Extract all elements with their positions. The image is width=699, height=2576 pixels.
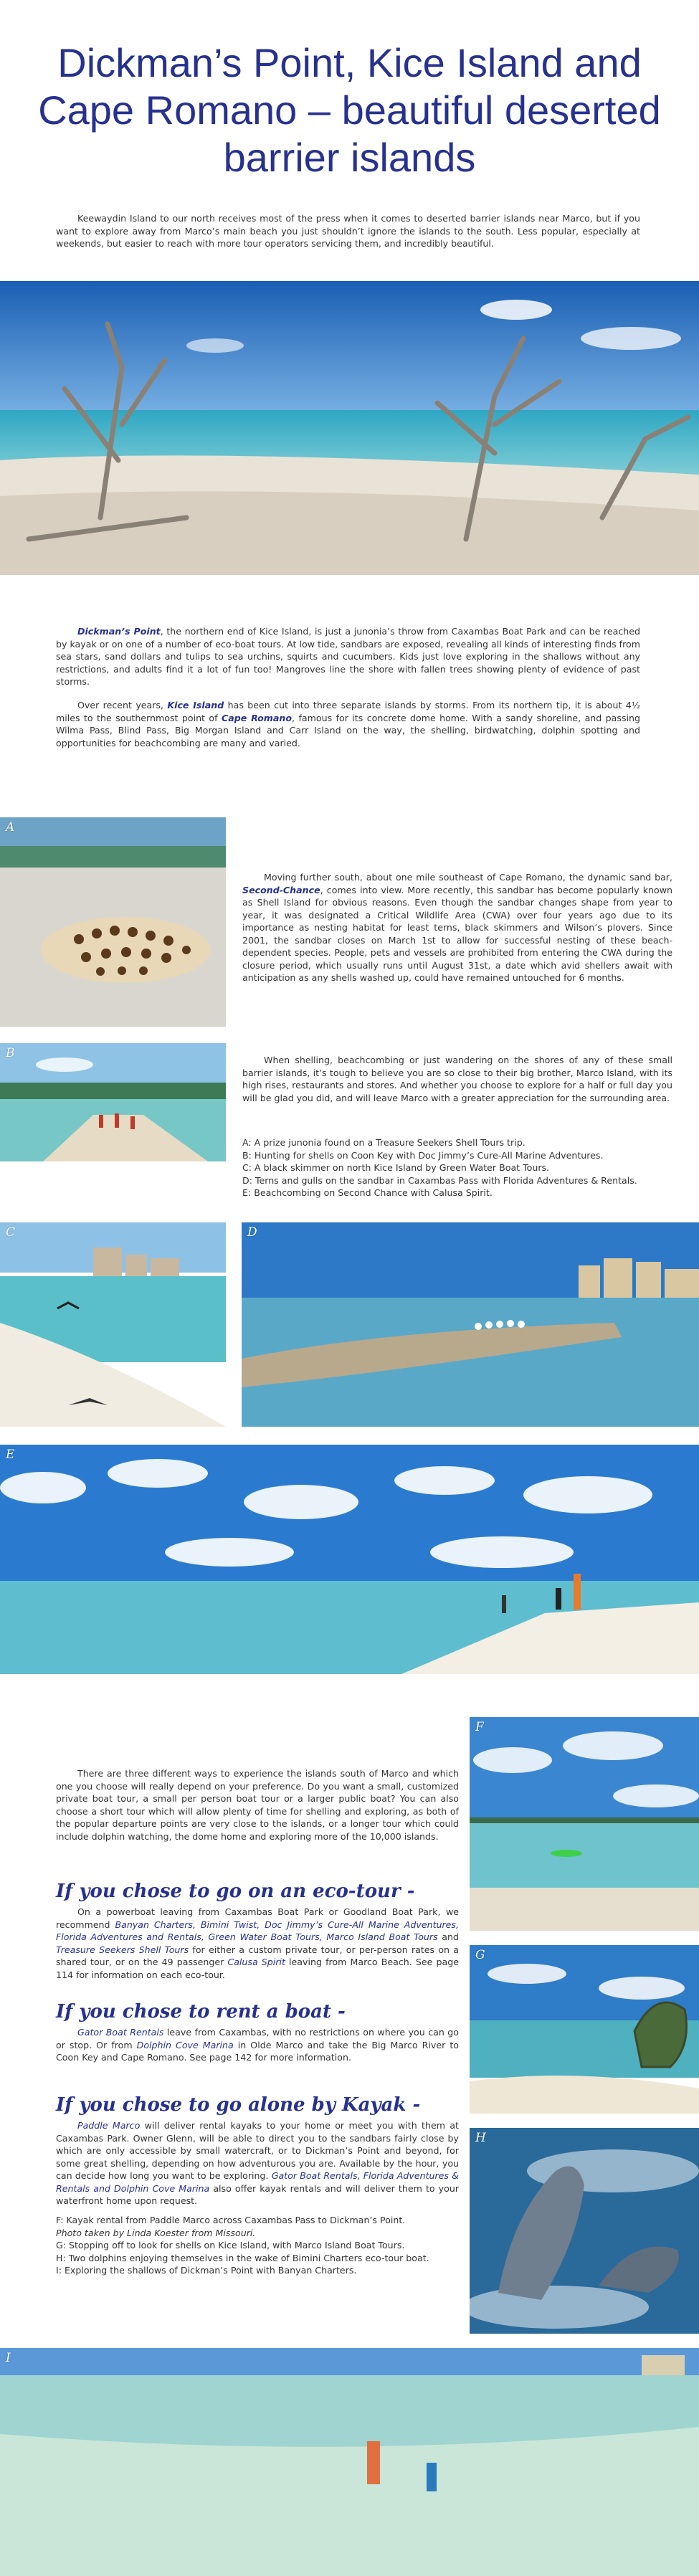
second-chance-link[interactable]: Second-Chance — [242, 884, 320, 895]
dickmans-point-paragraph: Dickman’s Point, the northern end of Kice Island, is just a junonia’s throw from Caxambas Boat Park and can be reached by kayak or on one of a number of eco-boat tours. At low tide, sandbars are exposed, revealing all kinds of interesting finds from sea stars, sand dollars and tulips to sea urchins, squirts and cucumbers. Kids just love exploring in the shallows without any restrictions, and adults find it a lot of fun too! Mangroves line the shore with fallen trees showing plenty of evidence of past storms. — [56, 626, 640, 687]
photo-c-black-skimmer — [0, 1222, 226, 1427]
photo-e-beachcombing-second-chance — [0, 1445, 699, 1674]
caption-g: G: Stopping off to look for shells on Kice Island, with Marco Island Boat Tours. — [56, 2240, 405, 2251]
heading-rent-boat: If you chose to rent a boat - — [56, 2001, 346, 2023]
cape-romano-link[interactable]: Cape Romano — [221, 712, 293, 723]
caption-e: E: Beachcombing on Second Chance with Calusa Spirit. — [242, 1187, 493, 1198]
dolphin-cove-marina-link[interactable]: Dolphin Cove Marina — [136, 2039, 234, 2050]
heading-eco-tour: If you chose to go on an eco-tour - — [56, 1881, 415, 1902]
gator-boat-rentals-link[interactable]: Gator Boat Rentals — [77, 2027, 164, 2038]
photo-letter-a: A — [6, 820, 15, 835]
caption-h: H: Two dolphins enjoying themselves in the wake of Bimini Charters eco-tour boat. — [56, 2252, 429, 2263]
intro-paragraph: Keewaydin Island to our north receives most of the press when it comes to deserted barrier islands near Marco, but if you want to explore away from Marco’s main beach you just shouldn’t ignore the islands to the south. Less popular, especially at weekends, but easier to reach with more tour operators servicing them, and incredibly beautiful. — [56, 213, 640, 249]
photo-h-dolphins-wake — [470, 2128, 699, 2334]
photo-g-kice-island-shells — [470, 1945, 699, 2114]
caption-c: C: A black skimmer on north Kice Island by Green Water Boat Tours. — [242, 1162, 550, 1173]
photo-letter-h: H — [475, 2131, 486, 2145]
calusa-spirit-link[interactable]: Calusa Spirit — [227, 1957, 285, 1967]
photo-letter-c: C — [6, 1225, 16, 1240]
photo-letter-f: F — [475, 1720, 484, 1734]
photo-letter-b: B — [6, 1046, 15, 1060]
page-title: Dickman’s Point, Kice Island and Cape Romano – beautiful deserted barrier islands — [38, 40, 661, 180]
photo-a-junonia-shell — [0, 817, 226, 1027]
photo-captions-f-i — [56, 2214, 429, 2277]
dickmans-point-link[interactable]: Dickman’s Point — [77, 626, 161, 637]
shelling-paragraph: When shelling, beachcombing or just wandering on the shores of any of these small barrier islands, it’s tough to believe you are so close to their big brother, Marco Island, with its high rises, restaurants and stores. And whether you choose to explore for a half or full day you will be glad you did, and will leave Marco with a greater appreciation for the surrounding area. — [242, 1055, 672, 1103]
photo-letter-g: G — [475, 1948, 485, 1962]
eco-tour-operators-links[interactable]: Banyan Charters, Bimini Twist, Doc Jimmy’s Cure-All Marine Adventures, Florida Adventures and Rentals, Green Water Boat Tours, Marco Island Boat Tours — [56, 1919, 459, 1942]
photo-letter-i: I — [6, 2351, 11, 2365]
caption-d: D: Terns and gulls on the sandbar in Caxambas Pass with Florida Adventures & Rentals. — [242, 1174, 637, 1186]
kayak-paragraph: Paddle Marco will deliver rental kayaks to your home or meet you with them at Caxambas Park. Owner Glenn, will be able to direct you to the sandbars fairly close by which are only accessible by small watercraft, or to Dickman’s Point and beyond, for some great shelling, depending on how adventurous you are. Available by the hour, you can decide how long you want to be exploring. Gator Boat Rentals, Florida Adventures & Rentals and Dolphin Cove Marina also offer kayak rentals and will deliver them to your waterfront home upon request. — [56, 2120, 459, 2206]
kice-island-paragraph: Over recent years, Kice Island has been cut into three separate islands by storms. From its northern tip, it is about 4½ miles to the southernmost point of Cape Romano, famous for its concrete dome home. With a sandy shoreline, and passing Wilma Pass, Blind Pass, Big Morgan Island and Carr Island on the way, the shelling, birdwatching, dolphin spotting and opportunities for beachcombing are many and varied. — [56, 700, 640, 748]
caption-i: I: Exploring the shallows of Dickman’s Point with Banyan Charters. — [56, 2265, 357, 2276]
treasure-seekers-link[interactable]: Treasure Seekers Shell Tours — [56, 1944, 189, 1955]
caption-f: F: Kayak rental from Paddle Marco across Caxambas Pass to Dickman’s Point. — [56, 2215, 406, 2225]
photo-d-terns-gulls-sandbar — [242, 1222, 699, 1427]
rent-boat-paragraph: Gator Boat Rentals leave from Caxambas, with no restrictions on where you can go or stop. Or from Dolphin Cove Marina in Olde Marco and take the Big Marco River to Coon Key and Cape Romano. See page 142 for more information. — [56, 2027, 459, 2063]
photo-captions-a-e — [242, 1136, 637, 1199]
photo-f-kayak-dickmans-point — [470, 1717, 699, 1931]
caption-a: A: A prize junonia found on a Treasure Seekers Shell Tours trip. — [242, 1137, 526, 1148]
photo-letter-d: D — [247, 1225, 257, 1240]
photo-letter-e: E — [6, 1448, 15, 1462]
second-chance-paragraph: Moving further south, about one mile southeast of Cape Romano, the dynamic sand bar, Second-Chance, comes into view. More recently, this sandbar has become popularly known as Shell Island for obvious reasons. Even though the sandbar changes shape from year to year, it was designated a Critical Wildlife Area (CWA) over four years ago due to its importance as nesting habitat for least terns, black skimmers and Wilson’s plovers. Since 2001, the sandbar closes on March 1st to allow for successful nesting of these beach-dependent species. People, pets and vessels are prohibited from entering the CWA during the closure period, which usually runs until August 31st, a date which avid shellers await with anticipation as any shells washed up, could have remained untouched for 6 months. — [242, 872, 672, 983]
paddle-marco-link[interactable]: Paddle Marco — [77, 2120, 141, 2131]
eco-tour-paragraph: On a powerboat leaving from Caxambas Boat Park or Goodland Boat Park, we recommend Banyan Charters, Bimini Twist, Doc Jimmy’s Cure-All Marine Adventures, Florida Adventures and Rentals, Green Water Boat Tours, Marco Island Boat Tours and Treasure Seekers Shell Tours for either a custom private tour, or per-person rates on a shared tour, or on the 49 passenger Calusa Spirit leaving from Marco Beach. See page 114 for information on each eco-tour. — [56, 1906, 459, 1980]
photo-b-shell-hunting-sandbar — [0, 1043, 226, 1161]
kice-island-link[interactable]: Kice Island — [167, 700, 224, 710]
kayak-rental-operators-links[interactable]: Gator Boat Rentals, Florida Adventures & Rentals and Dolphin Cove Marina — [56, 2170, 459, 2194]
caption-b: B: Hunting for shells on Coon Key with Doc Jimmy’s Cure-All Marine Adventures. — [242, 1149, 604, 1161]
three-ways-paragraph: There are three different ways to experience the islands south of Marco and which one you choose will really depend on your preference. Do you want a small, customized private boat tour, a small per person boat tour or a larger public boat? You can also choose a short tour which will allow plenty of time for shelling and exploring, as both of the popular departure points are very close to the islands, or a longer tour which could include dolphin watching, the dome home and exploring more of the 10,000 islands. — [56, 1768, 459, 1842]
caption-f-credit: Photo taken by Linda Koester from Missouri. — [56, 2227, 256, 2238]
photo-i-shallows-dickmans-point — [0, 2348, 699, 2576]
hero-photo-driftwood-beach — [0, 281, 699, 575]
heading-kayak: If you chose to go alone by Kayak - — [56, 2094, 421, 2116]
